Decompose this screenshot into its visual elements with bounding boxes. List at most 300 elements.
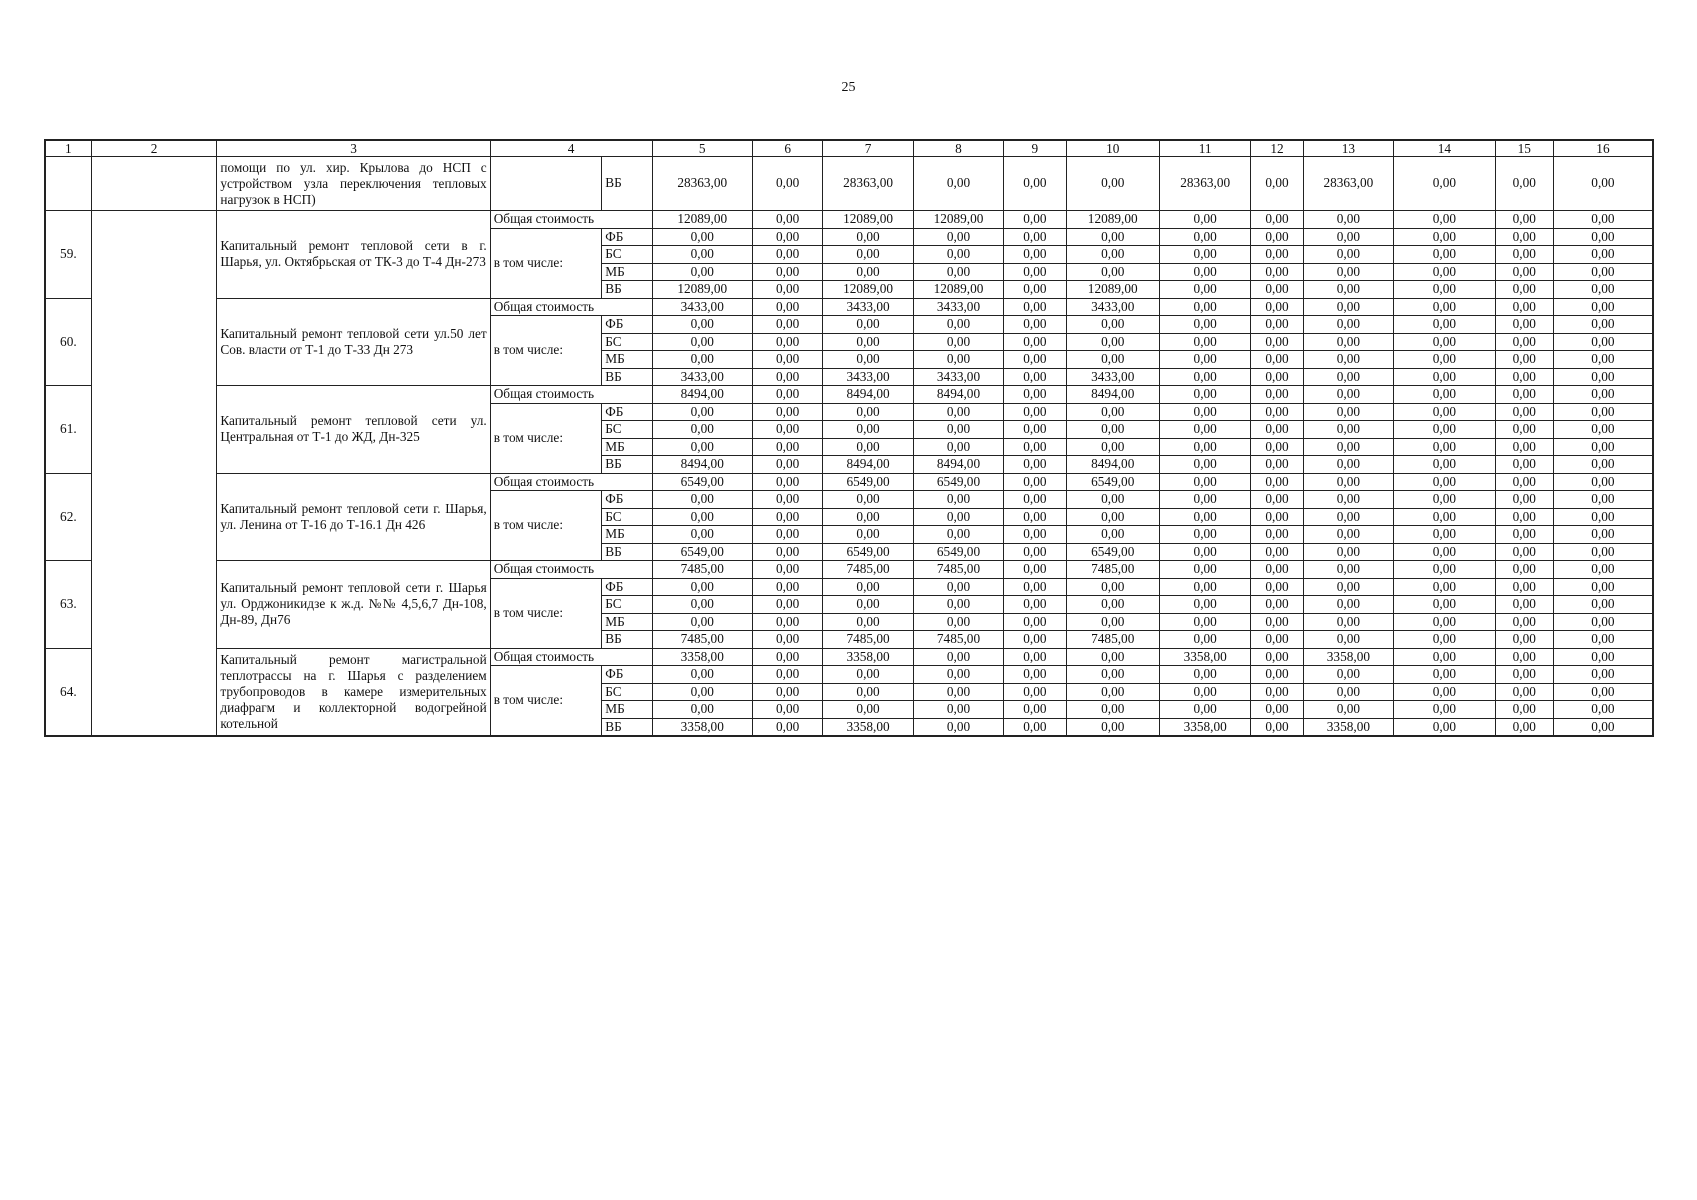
- value-cell: 0,00: [1004, 246, 1066, 264]
- value-cell: 0,00: [1159, 666, 1250, 684]
- value-cell: 0,00: [1159, 351, 1250, 369]
- value-cell: 0,00: [823, 403, 913, 421]
- value-cell: 0,00: [1394, 701, 1496, 719]
- value-cell: 0,00: [913, 246, 1003, 264]
- value-cell: 0,00: [1251, 666, 1303, 684]
- value-cell: 0,00: [652, 596, 753, 614]
- value-cell: 0,00: [753, 246, 823, 264]
- value-cell: 12089,00: [652, 281, 753, 299]
- value-cell: 28363,00: [823, 157, 913, 211]
- value-cell: 0,00: [1303, 613, 1393, 631]
- value-cell: 0,00: [1303, 246, 1393, 264]
- value-cell: 0,00: [1251, 246, 1303, 264]
- total-value-cell: 0,00: [753, 298, 823, 316]
- total-value-cell: 0,00: [1303, 561, 1393, 579]
- value-cell: 0,00: [1553, 281, 1653, 299]
- value-cell: 0,00: [1004, 718, 1066, 736]
- funding-source: ФБ: [602, 228, 652, 246]
- total-value-cell: 3433,00: [823, 298, 913, 316]
- value-cell: 0,00: [1553, 701, 1653, 719]
- value-cell: 0,00: [753, 718, 823, 736]
- value-cell: 0,00: [1159, 683, 1250, 701]
- value-cell: 8494,00: [1066, 456, 1159, 474]
- value-cell: 0,00: [1066, 421, 1159, 439]
- value-cell: 0,00: [1394, 157, 1496, 211]
- project-number: 64.: [45, 648, 91, 736]
- value-cell: 0,00: [753, 368, 823, 386]
- funding-source: ВБ: [602, 368, 652, 386]
- value-cell: 0,00: [753, 508, 823, 526]
- value-cell: 0,00: [1004, 613, 1066, 631]
- value-cell: 0,00: [753, 578, 823, 596]
- value-cell: 0,00: [1251, 596, 1303, 614]
- including-label: в том числе:: [490, 403, 602, 473]
- value-cell: 0,00: [753, 666, 823, 684]
- including-label: в том числе:: [490, 578, 602, 648]
- total-value-cell: 6549,00: [652, 473, 753, 491]
- value-cell: 0,00: [1303, 316, 1393, 334]
- value-cell: 0,00: [1066, 508, 1159, 526]
- value-cell: 0,00: [913, 491, 1003, 509]
- value-cell: 0,00: [753, 333, 823, 351]
- value-cell: 0,00: [913, 351, 1003, 369]
- value-cell: 0,00: [1004, 666, 1066, 684]
- funding-source: ВБ: [602, 157, 652, 211]
- total-value-cell: 0,00: [1159, 211, 1250, 229]
- column-2-cell: [91, 211, 217, 737]
- total-value-cell: 0,00: [1004, 386, 1066, 404]
- value-cell: 0,00: [1159, 263, 1250, 281]
- including-label: в том числе:: [490, 491, 602, 561]
- value-cell: 6549,00: [913, 543, 1003, 561]
- value-cell: 0,00: [913, 403, 1003, 421]
- total-value-cell: 0,00: [1394, 648, 1496, 666]
- value-cell: 0,00: [1394, 316, 1496, 334]
- project-description: Капитальный ремонт тепловой сети в г. Шарья, ул. Октябрьская от ТК-3 до Т-4 Дн-273: [217, 211, 490, 299]
- value-cell: 0,00: [1495, 491, 1553, 509]
- total-value-cell: 0,00: [1553, 211, 1653, 229]
- value-cell: 0,00: [753, 351, 823, 369]
- project-number: 61.: [45, 386, 91, 474]
- value-cell: 0,00: [823, 316, 913, 334]
- value-cell: 0,00: [823, 578, 913, 596]
- value-cell: 0,00: [1394, 438, 1496, 456]
- value-cell: 0,00: [753, 438, 823, 456]
- value-cell: 8494,00: [913, 456, 1003, 474]
- value-cell: 0,00: [1394, 666, 1496, 684]
- total-value-cell: 0,00: [1004, 211, 1066, 229]
- value-cell: 0,00: [1251, 543, 1303, 561]
- value-cell: 0,00: [1303, 631, 1393, 649]
- funding-source: МБ: [602, 701, 652, 719]
- value-cell: 0,00: [1394, 683, 1496, 701]
- value-cell: 0,00: [1251, 631, 1303, 649]
- total-value-cell: 0,00: [1394, 386, 1496, 404]
- total-value-cell: 7485,00: [913, 561, 1003, 579]
- funding-source: БС: [602, 421, 652, 439]
- value-cell: 3358,00: [1159, 718, 1250, 736]
- total-value-cell: 0,00: [1251, 211, 1303, 229]
- value-cell: 0,00: [1495, 596, 1553, 614]
- total-value-cell: 0,00: [1004, 473, 1066, 491]
- value-cell: 0,00: [1251, 333, 1303, 351]
- value-cell: 0,00: [652, 438, 753, 456]
- total-value-cell: 12089,00: [652, 211, 753, 229]
- funding-source: ФБ: [602, 316, 652, 334]
- value-cell: 0,00: [913, 683, 1003, 701]
- total-value-cell: 0,00: [1159, 561, 1250, 579]
- value-cell: 0,00: [1553, 631, 1653, 649]
- value-cell: 0,00: [1251, 701, 1303, 719]
- value-cell: 0,00: [652, 351, 753, 369]
- project-total-row: [45, 473, 1653, 491]
- value-cell: 0,00: [1394, 281, 1496, 299]
- value-cell: 0,00: [1394, 508, 1496, 526]
- total-value-cell: 3433,00: [913, 298, 1003, 316]
- total-value-cell: 8494,00: [823, 386, 913, 404]
- funding-source: БС: [602, 246, 652, 264]
- total-value-cell: 3433,00: [652, 298, 753, 316]
- funding-source: ВБ: [602, 456, 652, 474]
- funding-source: БС: [602, 508, 652, 526]
- value-cell: 3433,00: [823, 368, 913, 386]
- value-cell: 0,00: [652, 421, 753, 439]
- value-cell: 0,00: [1251, 157, 1303, 211]
- value-cell: 0,00: [1004, 281, 1066, 299]
- column-header: 11: [1159, 140, 1250, 157]
- funding-source: БС: [602, 596, 652, 614]
- value-cell: 0,00: [1251, 491, 1303, 509]
- value-cell: 0,00: [1303, 666, 1393, 684]
- total-value-cell: 0,00: [1495, 386, 1553, 404]
- value-cell: 0,00: [1394, 491, 1496, 509]
- value-cell: 0,00: [753, 683, 823, 701]
- value-cell: 0,00: [1303, 701, 1393, 719]
- total-value-cell: 12089,00: [913, 211, 1003, 229]
- value-cell: 0,00: [1159, 526, 1250, 544]
- total-value-cell: 6549,00: [1066, 473, 1159, 491]
- value-cell: 0,00: [1495, 666, 1553, 684]
- value-cell: 0,00: [1251, 718, 1303, 736]
- total-value-cell: 0,00: [1394, 211, 1496, 229]
- value-cell: 0,00: [1303, 438, 1393, 456]
- value-cell: 7485,00: [913, 631, 1003, 649]
- value-cell: 0,00: [913, 228, 1003, 246]
- value-cell: 0,00: [1495, 157, 1553, 211]
- value-cell: 0,00: [652, 316, 753, 334]
- total-value-cell: 0,00: [1159, 386, 1250, 404]
- value-cell: 28363,00: [1303, 157, 1393, 211]
- value-cell: 0,00: [1004, 421, 1066, 439]
- value-cell: 0,00: [753, 157, 823, 211]
- value-cell: 0,00: [1159, 316, 1250, 334]
- value-cell: 0,00: [1159, 403, 1250, 421]
- value-cell: 0,00: [913, 526, 1003, 544]
- project-number: 59.: [45, 211, 91, 299]
- value-cell: 0,00: [1553, 456, 1653, 474]
- column-header: 7: [823, 140, 913, 157]
- value-cell: 0,00: [1004, 543, 1066, 561]
- value-cell: 0,00: [1553, 333, 1653, 351]
- total-value-cell: 0,00: [1553, 648, 1653, 666]
- value-cell: 0,00: [1394, 613, 1496, 631]
- value-cell: 0,00: [823, 263, 913, 281]
- total-value-cell: 0,00: [1553, 298, 1653, 316]
- total-value-cell: 0,00: [1303, 386, 1393, 404]
- value-cell: 0,00: [1159, 543, 1250, 561]
- column-header: 3: [217, 140, 490, 157]
- value-cell: 0,00: [1303, 456, 1393, 474]
- value-cell: 0,00: [1159, 246, 1250, 264]
- value-cell: 0,00: [1394, 263, 1496, 281]
- total-value-cell: 0,00: [753, 648, 823, 666]
- value-cell: 0,00: [1495, 228, 1553, 246]
- value-cell: 0,00: [1251, 421, 1303, 439]
- total-value-cell: 0,00: [1066, 648, 1159, 666]
- value-cell: 0,00: [1159, 438, 1250, 456]
- value-cell: 3433,00: [913, 368, 1003, 386]
- value-cell: 0,00: [913, 333, 1003, 351]
- total-value-cell: 7485,00: [652, 561, 753, 579]
- total-value-cell: 0,00: [1495, 211, 1553, 229]
- value-cell: 0,00: [652, 246, 753, 264]
- total-value-cell: 0,00: [1394, 298, 1496, 316]
- project-description: Капитальный ремонт тепловой сети ул.50 лет Сов. власти от Т-1 до Т-33 Дн 273: [217, 298, 490, 386]
- value-cell: 0,00: [1066, 613, 1159, 631]
- value-cell: 0,00: [1495, 351, 1553, 369]
- value-cell: 0,00: [1251, 578, 1303, 596]
- total-value-cell: 0,00: [1495, 473, 1553, 491]
- funding-source: ФБ: [602, 403, 652, 421]
- funding-source: МБ: [602, 526, 652, 544]
- value-cell: 0,00: [1553, 421, 1653, 439]
- value-cell: 7485,00: [652, 631, 753, 649]
- total-value-cell: 12089,00: [823, 211, 913, 229]
- value-cell: 0,00: [913, 718, 1003, 736]
- value-cell: 0,00: [1394, 228, 1496, 246]
- value-cell: 0,00: [1004, 351, 1066, 369]
- value-cell: 0,00: [652, 333, 753, 351]
- value-cell: 0,00: [1394, 403, 1496, 421]
- value-cell: 0,00: [753, 701, 823, 719]
- column-header: 4: [490, 140, 652, 157]
- value-cell: 0,00: [913, 263, 1003, 281]
- value-cell: 0,00: [1303, 403, 1393, 421]
- value-cell: 0,00: [1066, 316, 1159, 334]
- column-header: 14: [1394, 140, 1496, 157]
- column-header: 12: [1251, 140, 1303, 157]
- value-cell: 0,00: [823, 491, 913, 509]
- value-cell: 0,00: [753, 281, 823, 299]
- value-cell: 0,00: [1394, 421, 1496, 439]
- value-cell: 0,00: [753, 421, 823, 439]
- value-cell: 0,00: [1004, 526, 1066, 544]
- column-header: 6: [753, 140, 823, 157]
- value-cell: 0,00: [652, 491, 753, 509]
- total-value-cell: 0,00: [1004, 561, 1066, 579]
- column-header: 1: [45, 140, 91, 157]
- value-cell: 0,00: [753, 403, 823, 421]
- value-cell: 0,00: [1004, 368, 1066, 386]
- value-cell: 0,00: [1066, 578, 1159, 596]
- funding-source: БС: [602, 333, 652, 351]
- value-cell: 0,00: [1553, 316, 1653, 334]
- value-cell: 3433,00: [1066, 368, 1159, 386]
- value-cell: 0,00: [1495, 263, 1553, 281]
- value-cell: 0,00: [1303, 228, 1393, 246]
- value-cell: 0,00: [652, 701, 753, 719]
- value-cell: 0,00: [913, 421, 1003, 439]
- value-cell: 8494,00: [652, 456, 753, 474]
- funding-source: ВБ: [602, 718, 652, 736]
- funding-source: МБ: [602, 613, 652, 631]
- value-cell: 0,00: [1495, 718, 1553, 736]
- funding-source: ФБ: [602, 666, 652, 684]
- total-value-cell: 3433,00: [1066, 298, 1159, 316]
- value-cell: 0,00: [1159, 631, 1250, 649]
- value-cell: 0,00: [1553, 718, 1653, 736]
- value-cell: 28363,00: [1159, 157, 1250, 211]
- value-cell: 0,00: [823, 666, 913, 684]
- column-header: 2: [91, 140, 217, 157]
- total-value-cell: 7485,00: [1066, 561, 1159, 579]
- total-cost-label: Общая стоимость: [490, 473, 652, 491]
- value-cell: 0,00: [652, 263, 753, 281]
- value-cell: 0,00: [652, 613, 753, 631]
- value-cell: 0,00: [1394, 351, 1496, 369]
- project-total-row: [45, 561, 1653, 579]
- value-cell: 0,00: [823, 526, 913, 544]
- total-value-cell: 12089,00: [1066, 211, 1159, 229]
- value-cell: 0,00: [1004, 491, 1066, 509]
- value-cell: 0,00: [1553, 246, 1653, 264]
- total-value-cell: 3358,00: [823, 648, 913, 666]
- value-cell: 0,00: [913, 596, 1003, 614]
- value-cell: 0,00: [1066, 263, 1159, 281]
- value-cell: 0,00: [652, 666, 753, 684]
- total-value-cell: 8494,00: [652, 386, 753, 404]
- funding-source: БС: [602, 683, 652, 701]
- value-cell: 0,00: [1251, 263, 1303, 281]
- value-cell: 0,00: [1251, 228, 1303, 246]
- value-cell: 0,00: [1553, 157, 1653, 211]
- funding-source: МБ: [602, 263, 652, 281]
- value-cell: 0,00: [1303, 508, 1393, 526]
- value-cell: 0,00: [1159, 368, 1250, 386]
- value-cell: 0,00: [913, 508, 1003, 526]
- value-cell: 0,00: [1066, 403, 1159, 421]
- value-cell: 0,00: [913, 666, 1003, 684]
- total-value-cell: 0,00: [1251, 561, 1303, 579]
- total-value-cell: 0,00: [1553, 473, 1653, 491]
- value-cell: 0,00: [1251, 316, 1303, 334]
- value-cell: 0,00: [1303, 333, 1393, 351]
- value-cell: 0,00: [1553, 263, 1653, 281]
- value-cell: 0,00: [1394, 596, 1496, 614]
- total-value-cell: 3358,00: [652, 648, 753, 666]
- total-value-cell: 0,00: [1495, 648, 1553, 666]
- value-cell: 0,00: [1303, 421, 1393, 439]
- value-cell: 0,00: [753, 456, 823, 474]
- funding-source: ВБ: [602, 631, 652, 649]
- value-cell: 0,00: [1495, 281, 1553, 299]
- value-cell: 0,00: [1004, 631, 1066, 649]
- value-cell: 0,00: [1553, 351, 1653, 369]
- total-value-cell: 0,00: [1004, 298, 1066, 316]
- project-total-row: [45, 211, 1653, 229]
- total-cost-label: Общая стоимость: [490, 648, 652, 666]
- value-cell: 7485,00: [1066, 631, 1159, 649]
- value-cell: 0,00: [913, 157, 1003, 211]
- value-cell: 0,00: [1004, 578, 1066, 596]
- value-cell: 0,00: [1251, 613, 1303, 631]
- value-cell: 0,00: [1553, 683, 1653, 701]
- value-cell: 0,00: [1159, 491, 1250, 509]
- value-cell: 0,00: [1066, 246, 1159, 264]
- value-cell: 0,00: [753, 228, 823, 246]
- project-description: Капитальный ремонт тепловой сети г. Шарья ул. Орджоникидзе к ж.д. №№ 4,5,6,7 Дн-108, Дн-89, Дн76: [217, 561, 490, 649]
- total-value-cell: 0,00: [753, 386, 823, 404]
- funding-source: ВБ: [602, 281, 652, 299]
- total-value-cell: 0,00: [1495, 298, 1553, 316]
- funding-source: ФБ: [602, 491, 652, 509]
- value-cell: 0,00: [1495, 368, 1553, 386]
- value-cell: 0,00: [1251, 351, 1303, 369]
- funding-source: МБ: [602, 351, 652, 369]
- value-cell: 0,00: [1251, 281, 1303, 299]
- value-cell: 0,00: [1004, 316, 1066, 334]
- value-cell: 0,00: [1066, 718, 1159, 736]
- total-cost-label: Общая стоимость: [490, 386, 652, 404]
- value-cell: 0,00: [823, 613, 913, 631]
- total-value-cell: 0,00: [753, 473, 823, 491]
- value-cell: 0,00: [1303, 683, 1393, 701]
- value-cell: 0,00: [823, 683, 913, 701]
- project-total-row: [45, 648, 1653, 666]
- value-cell: 0,00: [1004, 683, 1066, 701]
- value-cell: 0,00: [753, 543, 823, 561]
- value-cell: 0,00: [1066, 157, 1159, 211]
- value-cell: 0,00: [753, 526, 823, 544]
- value-cell: 0,00: [1495, 683, 1553, 701]
- value-cell: 0,00: [1066, 701, 1159, 719]
- project-number: 63.: [45, 561, 91, 649]
- value-cell: 0,00: [1251, 526, 1303, 544]
- value-cell: 0,00: [823, 596, 913, 614]
- value-cell: 0,00: [913, 613, 1003, 631]
- total-value-cell: 0,00: [753, 561, 823, 579]
- project-description: помощи по ул. хир. Крылова до НСП с устройством узла переключения тепловых нагрузок в НСП): [217, 157, 490, 211]
- value-cell: 0,00: [652, 683, 753, 701]
- including-label: в том числе:: [490, 228, 602, 298]
- value-cell: 8494,00: [823, 456, 913, 474]
- value-cell: 0,00: [1495, 438, 1553, 456]
- total-value-cell: 6549,00: [913, 473, 1003, 491]
- project-description: Капитальный ремонт магистральной теплотрассы на г. Шарья с разделением трубопроводов в камере измерительных диафрагм и коллекторной водогрейной котельной: [217, 648, 490, 736]
- value-cell: 0,00: [1495, 246, 1553, 264]
- value-cell: 0,00: [1495, 631, 1553, 649]
- value-cell: 0,00: [1066, 526, 1159, 544]
- including-label: в том числе:: [490, 666, 602, 737]
- value-cell: 0,00: [1495, 578, 1553, 596]
- value-cell: 0,00: [1495, 701, 1553, 719]
- value-cell: 0,00: [1553, 613, 1653, 631]
- value-cell: 12089,00: [913, 281, 1003, 299]
- value-cell: 0,00: [1553, 666, 1653, 684]
- value-cell: 12089,00: [1066, 281, 1159, 299]
- total-value-cell: 0,00: [1251, 386, 1303, 404]
- value-cell: 0,00: [1553, 491, 1653, 509]
